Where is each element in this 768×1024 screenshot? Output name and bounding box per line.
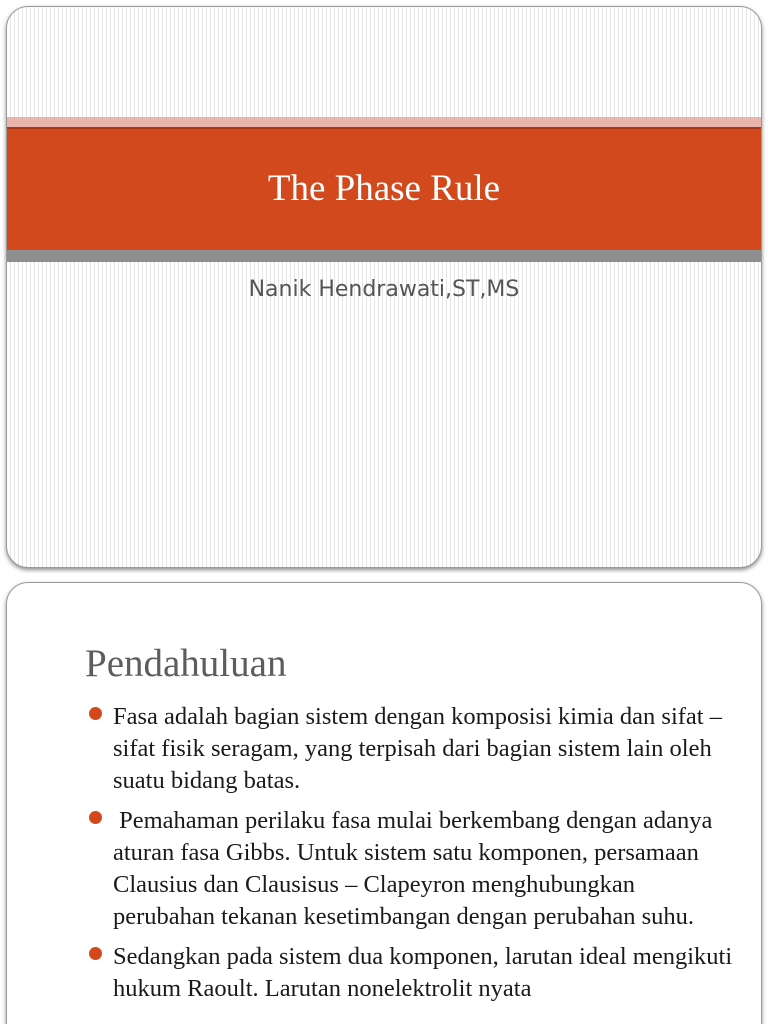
bullet-text: Pemahaman perilaku fasa mulai berkembang dengan adanya aturan fasa Gibbs. Untuk sistem satu komponen, persamaan Clausius dan Clausisus – Clapeyron menghubungkan perubahan tekanan kesetimbangan dengan perubahan suhu. xyxy=(113,807,719,930)
section-heading: Pendahuluan xyxy=(85,642,287,685)
title-divider-stripe xyxy=(7,250,761,262)
content-slide xyxy=(6,582,762,1024)
slide-subtitle: Nanik Hendrawati,ST,MS xyxy=(248,277,520,302)
bullet-item xyxy=(87,701,737,797)
title-slide xyxy=(6,6,762,568)
bullet-item xyxy=(87,805,737,933)
bullet-text: Fasa adalah bagian sistem dengan komposisi kimia dan sifat – sifat fisik seragam, yang terpisah dari bagian sistem lain oleh suatu bidang batas. xyxy=(113,703,722,794)
title-accent-stripe xyxy=(7,117,761,127)
bullet-dot-icon xyxy=(89,811,102,824)
slide-title: The Phase Rule xyxy=(267,168,501,209)
bullet-text: Sedangkan pada sistem dua komponen, larutan ideal mengikuti hukum Raoult. Larutan nonelektrolit nyata xyxy=(113,943,733,1002)
bullet-item xyxy=(87,941,737,1005)
bullet-dot-icon xyxy=(89,707,102,720)
bullet-dot-icon xyxy=(89,947,102,960)
bullet-list xyxy=(87,701,737,1013)
